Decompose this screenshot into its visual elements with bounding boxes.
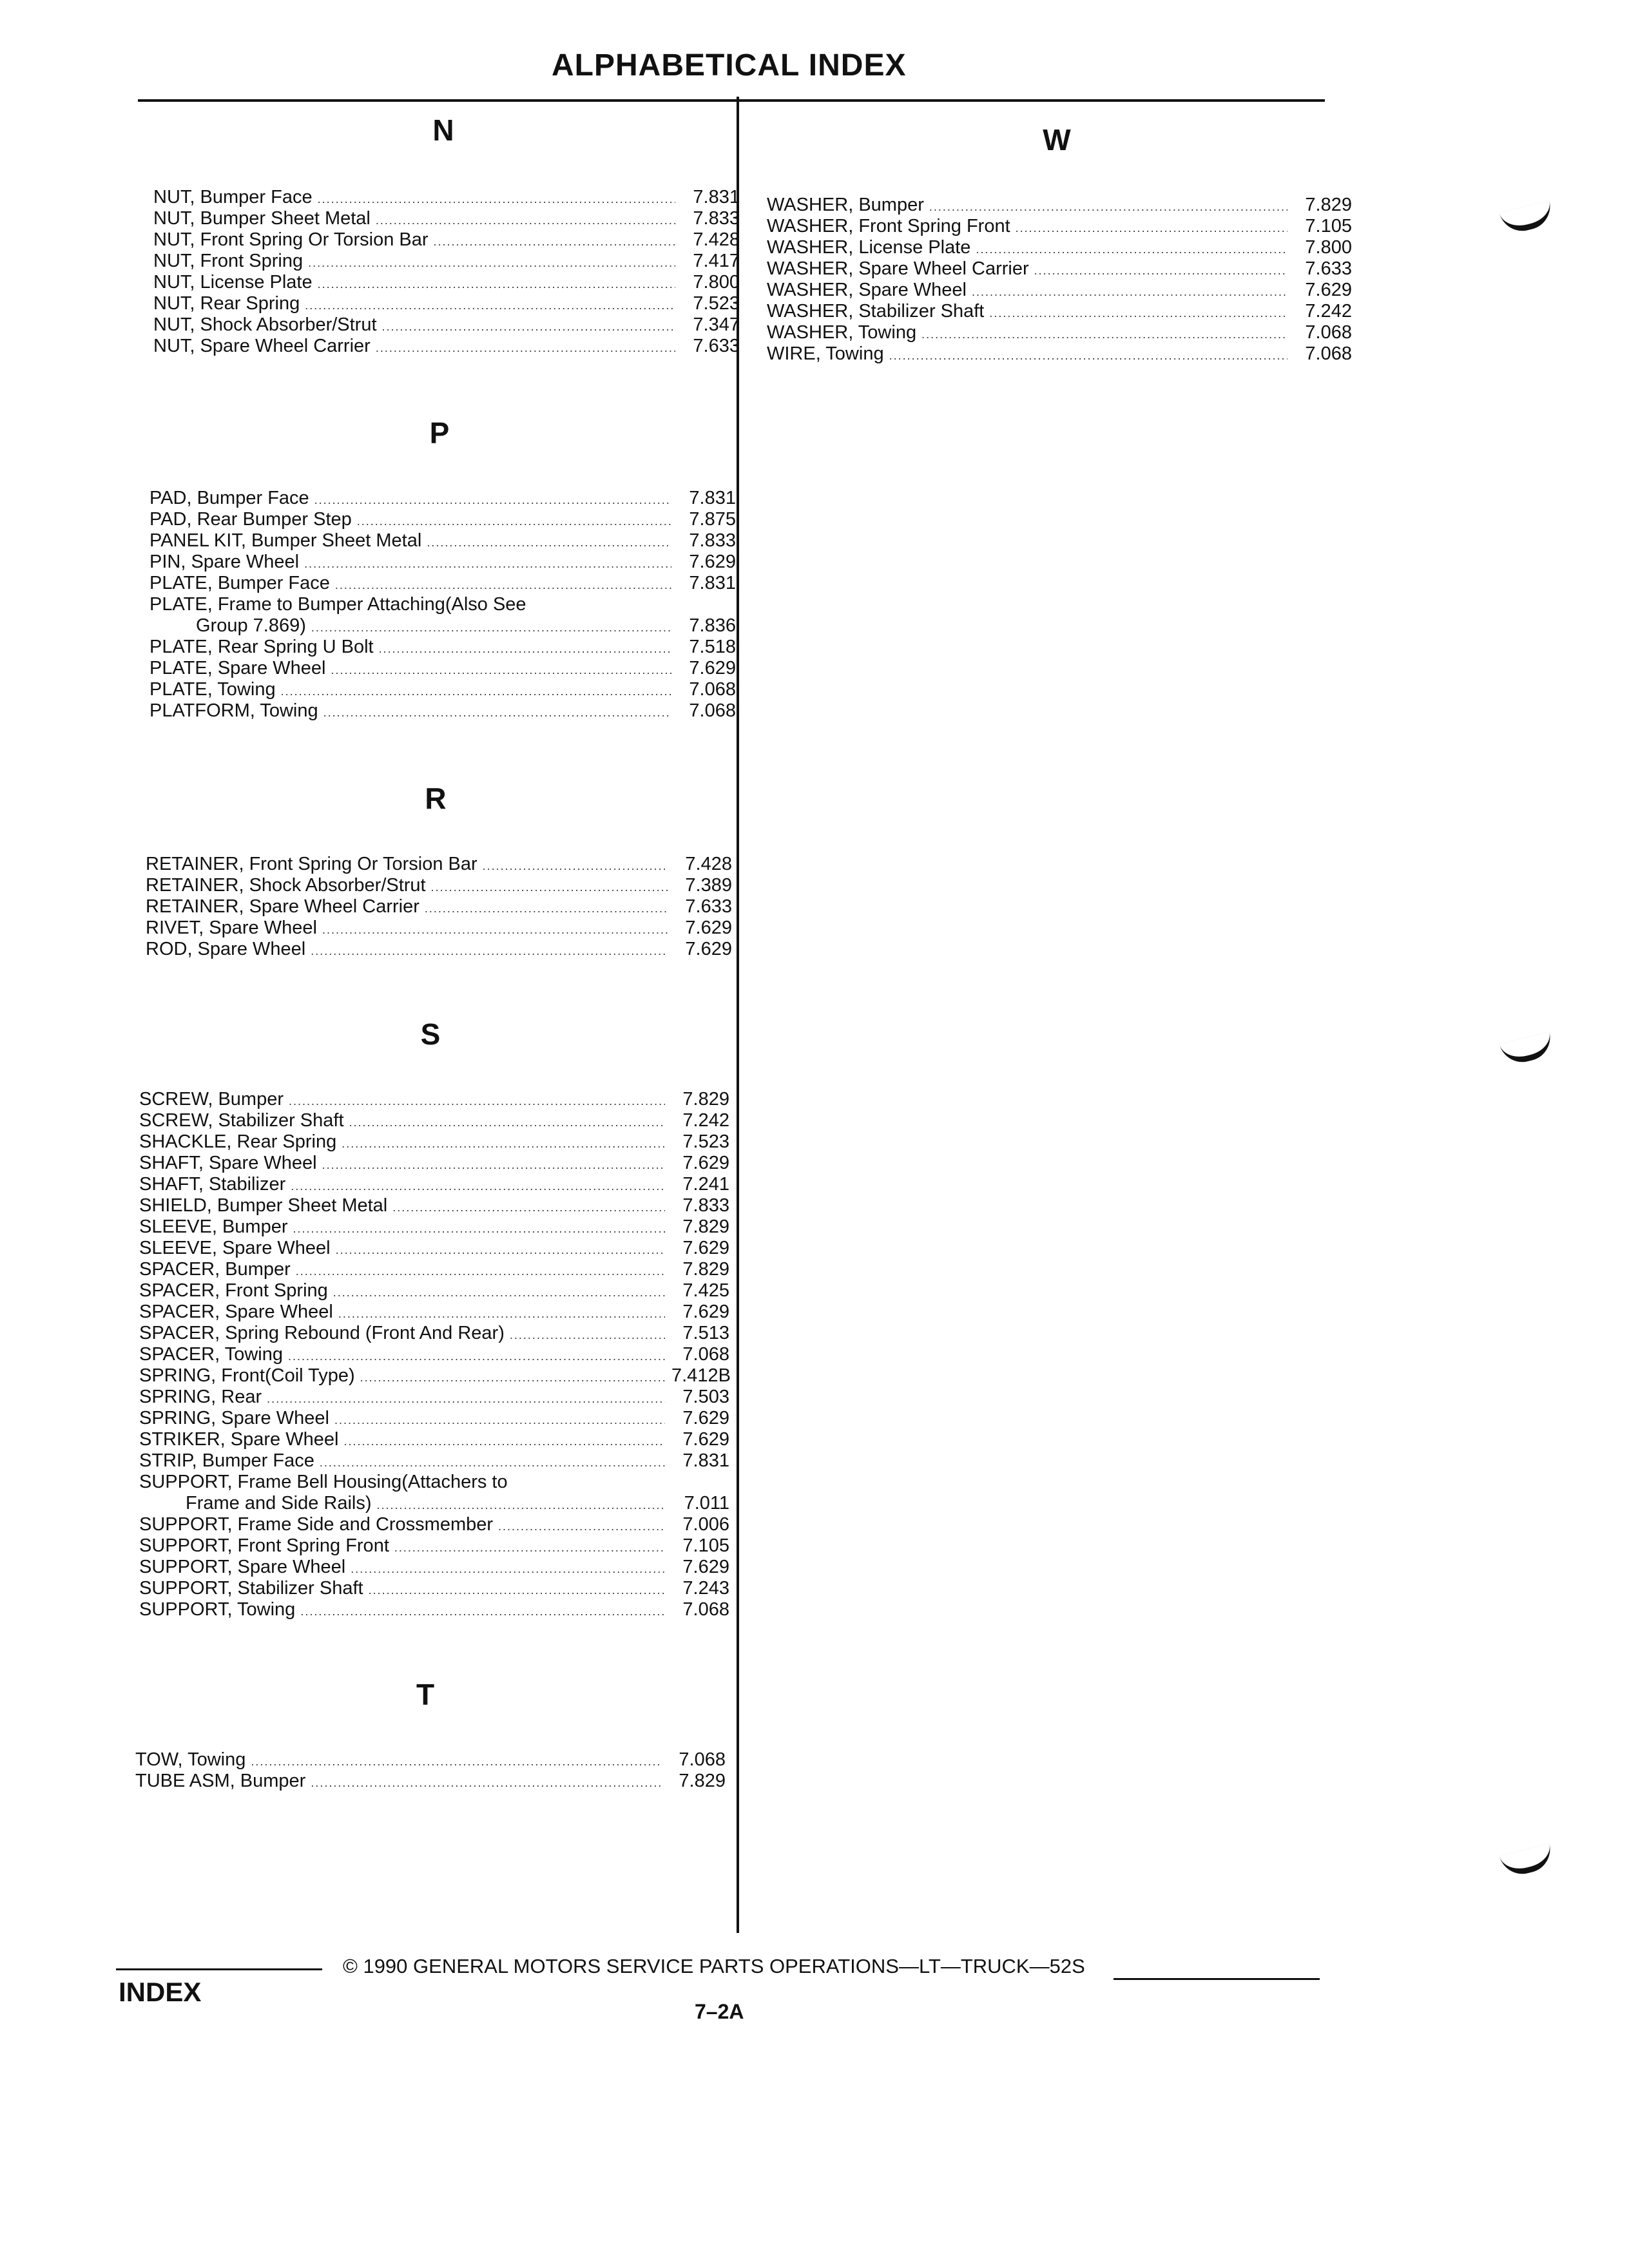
entry-page: 7.412B	[671, 1365, 731, 1386]
entry-page: 7.068	[689, 679, 736, 700]
section-letter-t: T	[416, 1678, 435, 1711]
entry-page: 7.006	[682, 1514, 729, 1535]
entry-name: NUT, Front Spring	[153, 251, 304, 271]
entry-name: WASHER, Towing	[767, 322, 917, 343]
entry-name: PLATE, Towing	[149, 679, 276, 700]
entry-page: 7.243	[682, 1578, 729, 1599]
index-entry	[139, 1238, 729, 1259]
entry-page: 7.417	[693, 251, 740, 271]
entry-page: 7.011	[684, 1493, 729, 1514]
entry-page: 7.800	[693, 272, 740, 293]
index-entry	[767, 343, 1352, 365]
dot-leader	[427, 532, 671, 553]
entry-page: 7.518	[689, 637, 736, 657]
dot-leader	[300, 1601, 665, 1622]
entry-page: 7.629	[1305, 280, 1352, 300]
entry-page: 7.629	[685, 939, 732, 959]
index-entry	[146, 918, 732, 939]
entry-name: RETAINER, Spare Wheel Carrier	[146, 896, 419, 917]
dot-leader	[483, 856, 668, 877]
dot-leader	[369, 1580, 665, 1601]
entry-page: 7.068	[682, 1344, 729, 1365]
entry-name: RETAINER, Shock Absorber/Strut	[146, 875, 426, 896]
binder-mark	[1499, 200, 1556, 236]
entry-page: 7.629	[689, 658, 736, 678]
index-entry	[139, 1387, 729, 1408]
section-letter-n: N	[432, 113, 454, 147]
dot-leader	[251, 1751, 661, 1773]
entry-page: 7.875	[689, 509, 736, 530]
index-entry	[139, 1280, 729, 1302]
dot-leader	[431, 877, 668, 898]
binder-mark	[1499, 1032, 1556, 1067]
dot-leader	[311, 617, 671, 639]
index-entry	[767, 195, 1352, 216]
index-entry	[153, 187, 740, 208]
dot-leader	[929, 197, 1287, 218]
dot-leader	[322, 1155, 665, 1176]
entry-name: WASHER, Spare Wheel Carrier	[767, 258, 1029, 279]
index-entry	[767, 216, 1352, 237]
index-entry	[149, 488, 736, 509]
entry-page: 7.347	[693, 314, 740, 335]
entry-page: 7.105	[1305, 216, 1352, 236]
index-entry	[153, 336, 740, 357]
footer-rule-right	[1113, 1978, 1320, 1980]
index-entry	[139, 1089, 729, 1110]
entry-name: PLATFORM, Towing	[149, 700, 318, 721]
dot-leader	[394, 1537, 665, 1559]
dot-leader	[377, 1495, 666, 1516]
dot-leader	[281, 681, 671, 702]
index-entry	[767, 301, 1352, 322]
entry-page: 7.829	[682, 1216, 729, 1237]
dot-leader	[318, 189, 675, 210]
dot-leader	[342, 1133, 665, 1155]
dot-leader	[425, 898, 668, 919]
index-entry	[153, 229, 740, 251]
dot-leader	[989, 303, 1287, 324]
section-p-entries	[149, 488, 736, 722]
dot-leader	[976, 239, 1287, 260]
entry-name: WASHER, Bumper	[767, 195, 924, 215]
entry-page: 7.629	[685, 918, 732, 938]
entry-page: 7.633	[1305, 258, 1352, 279]
index-entry	[153, 314, 740, 336]
dot-leader	[304, 553, 671, 575]
dot-leader	[289, 1091, 665, 1112]
dot-leader	[288, 1346, 665, 1367]
index-entry-continuation	[149, 615, 736, 637]
entry-page: 7.633	[685, 896, 732, 917]
entry-name: SUPPORT, Frame Side and Crossmember	[139, 1514, 494, 1535]
entry-name: SUPPORT, Stabilizer Shaft	[139, 1578, 363, 1599]
entry-page: 7.068	[1305, 322, 1352, 343]
footer-copyright: © 1990 GENERAL MOTORS SERVICE PARTS OPERATIONS—LT—TRUCK—52S	[343, 1955, 1085, 1977]
dot-leader	[357, 511, 671, 532]
entry-page: 7.503	[682, 1387, 729, 1407]
footer-section-label: INDEX	[119, 1977, 202, 2007]
entry-name: PAD, Bumper Face	[149, 488, 309, 508]
entry-name: SPACER, Front Spring	[139, 1280, 328, 1301]
entry-page: 7.629	[682, 1557, 729, 1577]
entry-name: PIN, Spare Wheel	[149, 552, 300, 572]
entry-page: 7.629	[689, 552, 736, 572]
entry-page: 7.389	[685, 875, 732, 896]
dot-leader	[376, 210, 675, 231]
index-entry	[767, 258, 1352, 280]
dot-leader	[333, 1282, 665, 1303]
entry-page: 7.241	[682, 1174, 729, 1195]
dot-leader	[338, 1303, 665, 1325]
entry-page: 7.629	[682, 1429, 729, 1450]
entry-page: 7.633	[693, 336, 740, 356]
entry-name: SHIELD, Bumper Sheet Metal	[139, 1195, 388, 1216]
index-entry	[139, 1599, 729, 1620]
entry-name: SHAFT, Stabilizer	[139, 1174, 286, 1195]
dot-leader	[1016, 218, 1287, 239]
entry-page: 7.425	[682, 1280, 729, 1301]
dot-leader	[322, 919, 668, 941]
section-letter-w: W	[1043, 123, 1071, 157]
entry-name: SPACER, Spare Wheel	[139, 1302, 333, 1322]
entry-page: 7.105	[682, 1535, 729, 1556]
entry-name: NUT, Spare Wheel Carrier	[153, 336, 371, 356]
dot-leader	[351, 1559, 665, 1580]
entry-name: NUT, Shock Absorber/Strut	[153, 314, 377, 335]
entry-name: NUT, License Plate	[153, 272, 313, 293]
index-entry	[139, 1535, 729, 1557]
entry-page: 7.831	[682, 1450, 729, 1471]
entry-name-continuation: Frame and Side Rails)	[186, 1493, 372, 1514]
index-entry	[139, 1472, 729, 1493]
index-entry	[767, 280, 1352, 301]
entry-name: STRIKER, Spare Wheel	[139, 1429, 339, 1450]
index-entry	[139, 1578, 729, 1599]
dot-leader	[314, 490, 671, 511]
index-entry	[149, 573, 736, 594]
entry-name: WIRE, Towing	[767, 343, 884, 364]
entry-page: 7.428	[685, 854, 732, 874]
entry-name: SPRING, Spare Wheel	[139, 1408, 329, 1428]
dot-leader	[349, 1112, 666, 1133]
index-entry	[139, 1323, 729, 1344]
entry-page: 7.829	[679, 1771, 726, 1791]
entry-name: SCREW, Bumper	[139, 1089, 284, 1110]
entry-page: 7.836	[689, 615, 736, 636]
index-entry	[153, 272, 740, 293]
entry-name: PLATE, Bumper Face	[149, 573, 330, 593]
dot-leader	[510, 1325, 665, 1346]
dot-leader	[972, 282, 1287, 303]
index-entry	[149, 658, 736, 679]
index-entry	[153, 208, 740, 229]
entry-name: NUT, Rear Spring	[153, 293, 300, 314]
entry-page: 7.833	[693, 208, 740, 229]
entry-page: 7.629	[682, 1238, 729, 1258]
section-letter-s: S	[420, 1017, 441, 1051]
entry-name: SPACER, Spring Rebound (Front And Rear)	[139, 1323, 505, 1343]
entry-name: SLEEVE, Bumper	[139, 1216, 288, 1237]
dot-leader	[318, 274, 675, 295]
entry-name: PLATE, Spare Wheel	[149, 658, 326, 678]
index-entry	[139, 1216, 729, 1238]
entry-name: TOW, Towing	[135, 1749, 246, 1770]
dot-leader	[291, 1176, 665, 1197]
index-entry	[153, 251, 740, 272]
dot-leader	[1034, 260, 1287, 282]
dot-leader	[305, 295, 675, 316]
entry-name: SUPPORT, Frame Bell Housing(Attachers to	[139, 1472, 508, 1492]
dot-leader	[323, 702, 671, 724]
entry-page: 7.833	[689, 530, 736, 551]
entry-page: 7.829	[1305, 195, 1352, 215]
dot-leader	[311, 941, 668, 962]
binder-mark	[1499, 1843, 1556, 1879]
entry-name: PAD, Rear Bumper Step	[149, 509, 352, 530]
index-entry	[139, 1259, 729, 1280]
index-entry	[146, 875, 732, 896]
dot-leader	[376, 338, 675, 359]
dot-leader	[498, 1516, 665, 1537]
entry-name: RETAINER, Front Spring Or Torsion Bar	[146, 854, 477, 874]
dot-leader	[343, 1431, 665, 1452]
dot-leader	[434, 231, 675, 253]
entry-name: WASHER, Spare Wheel	[767, 280, 967, 300]
dot-leader	[320, 1452, 665, 1474]
page-title: ALPHABETICAL INDEX	[552, 48, 907, 82]
section-s-entries	[139, 1089, 729, 1620]
entry-page: 7.242	[1305, 301, 1352, 322]
index-entry	[135, 1749, 726, 1771]
index-entry	[149, 679, 736, 700]
entry-page: 7.831	[689, 573, 736, 593]
dot-leader	[335, 575, 671, 596]
footer-rule-left	[116, 1968, 322, 1970]
index-entry	[135, 1771, 726, 1792]
index-entry	[139, 1195, 729, 1216]
title-rule	[138, 99, 1325, 102]
index-entry	[139, 1110, 729, 1131]
index-entry	[149, 530, 736, 552]
column-divider	[737, 97, 739, 1933]
entry-page: 7.068	[689, 700, 736, 721]
entry-page: 7.833	[682, 1195, 729, 1216]
entry-name: SHACKLE, Rear Spring	[139, 1131, 337, 1152]
index-entry-continuation	[139, 1493, 729, 1514]
dot-leader	[334, 1410, 665, 1431]
entry-name: SLEEVE, Spare Wheel	[139, 1238, 331, 1258]
entry-page: 7.068	[679, 1749, 726, 1770]
index-entry	[767, 237, 1352, 258]
dot-leader	[311, 1773, 661, 1794]
index-entry	[139, 1365, 729, 1387]
entry-name: WASHER, Stabilizer Shaft	[767, 301, 985, 322]
entry-page: 7.829	[682, 1259, 729, 1280]
entry-page: 7.068	[1305, 343, 1352, 364]
section-r-entries	[146, 854, 732, 960]
index-entry	[146, 896, 732, 918]
entry-name: SUPPORT, Spare Wheel	[139, 1557, 346, 1577]
index-entry	[139, 1450, 729, 1472]
entry-page: 7.523	[693, 293, 740, 314]
entry-name-continuation: Group 7.869)	[196, 615, 306, 636]
entry-page: 7.513	[682, 1323, 729, 1343]
section-letter-p: P	[429, 416, 450, 450]
dot-leader	[921, 324, 1287, 345]
index-entry	[139, 1344, 729, 1365]
section-n-entries	[153, 187, 740, 357]
index-entry	[149, 637, 736, 658]
entry-page: 7.831	[689, 488, 736, 508]
entry-name: TUBE ASM, Bumper	[135, 1771, 306, 1791]
entry-page: 7.523	[682, 1131, 729, 1152]
entry-name: NUT, Bumper Face	[153, 187, 313, 207]
index-entry	[149, 509, 736, 530]
entry-name: ROD, Spare Wheel	[146, 939, 306, 959]
entry-name: SPRING, Rear	[139, 1387, 262, 1407]
index-entry	[139, 1429, 729, 1450]
entry-page: 7.629	[682, 1153, 729, 1173]
dot-leader	[379, 639, 671, 660]
entry-name: PANEL KIT, Bumper Sheet Metal	[149, 530, 422, 551]
entry-page: 7.068	[682, 1599, 729, 1620]
entry-page: 7.242	[682, 1110, 729, 1131]
dot-leader	[296, 1261, 665, 1282]
entry-name: STRIP, Bumper Face	[139, 1450, 314, 1471]
dot-leader	[336, 1240, 665, 1261]
entry-name: PLATE, Rear Spring U Bolt	[149, 637, 374, 657]
index-entry	[139, 1302, 729, 1323]
entry-page: 7.829	[682, 1089, 729, 1110]
dot-leader	[360, 1367, 665, 1389]
entry-name: NUT, Bumper Sheet Metal	[153, 208, 371, 229]
dot-leader	[889, 345, 1287, 367]
entry-name: SPACER, Bumper	[139, 1259, 291, 1280]
entry-name: SUPPORT, Front Spring Front	[139, 1535, 389, 1556]
entry-page: 7.831	[693, 187, 740, 207]
index-entry	[139, 1153, 729, 1174]
entry-name: SHAFT, Spare Wheel	[139, 1153, 317, 1173]
index-entry	[146, 939, 732, 960]
dot-leader	[267, 1389, 665, 1410]
section-w-entries	[767, 195, 1352, 365]
entry-name: WASHER, License Plate	[767, 237, 971, 258]
index-entry	[149, 552, 736, 573]
entry-name: SCREW, Stabilizer Shaft	[139, 1110, 344, 1131]
entry-name: NUT, Front Spring Or Torsion Bar	[153, 229, 429, 250]
entry-name: RIVET, Spare Wheel	[146, 918, 317, 938]
index-entry	[153, 293, 740, 314]
index-entry	[146, 854, 732, 875]
entry-name: WASHER, Front Spring Front	[767, 216, 1010, 236]
dot-leader	[382, 316, 675, 338]
footer-page-number: 7–2A	[695, 2000, 744, 2023]
index-entry	[139, 1514, 729, 1535]
entry-name: SPACER, Towing	[139, 1344, 283, 1365]
entry-name: PLATE, Frame to Bumper Attaching(Also See	[149, 594, 526, 615]
entry-page: 7.428	[693, 229, 740, 250]
index-entry	[149, 700, 736, 722]
index-entry	[139, 1174, 729, 1195]
dot-leader	[392, 1197, 665, 1218]
entry-page: 7.800	[1305, 237, 1352, 258]
entry-name: SPRING, Front(Coil Type)	[139, 1365, 355, 1386]
entry-name: SUPPORT, Towing	[139, 1599, 296, 1620]
entry-page: 7.629	[682, 1302, 729, 1322]
dot-leader	[308, 253, 675, 274]
index-entry	[139, 1131, 729, 1153]
dot-leader	[331, 660, 671, 681]
index-entry	[149, 594, 736, 615]
entry-page: 7.629	[682, 1408, 729, 1428]
index-entry	[139, 1557, 729, 1578]
section-letter-r: R	[425, 782, 447, 815]
dot-leader	[293, 1218, 666, 1240]
index-entry	[767, 322, 1352, 343]
section-t-entries	[135, 1749, 726, 1792]
index-entry	[139, 1408, 729, 1429]
